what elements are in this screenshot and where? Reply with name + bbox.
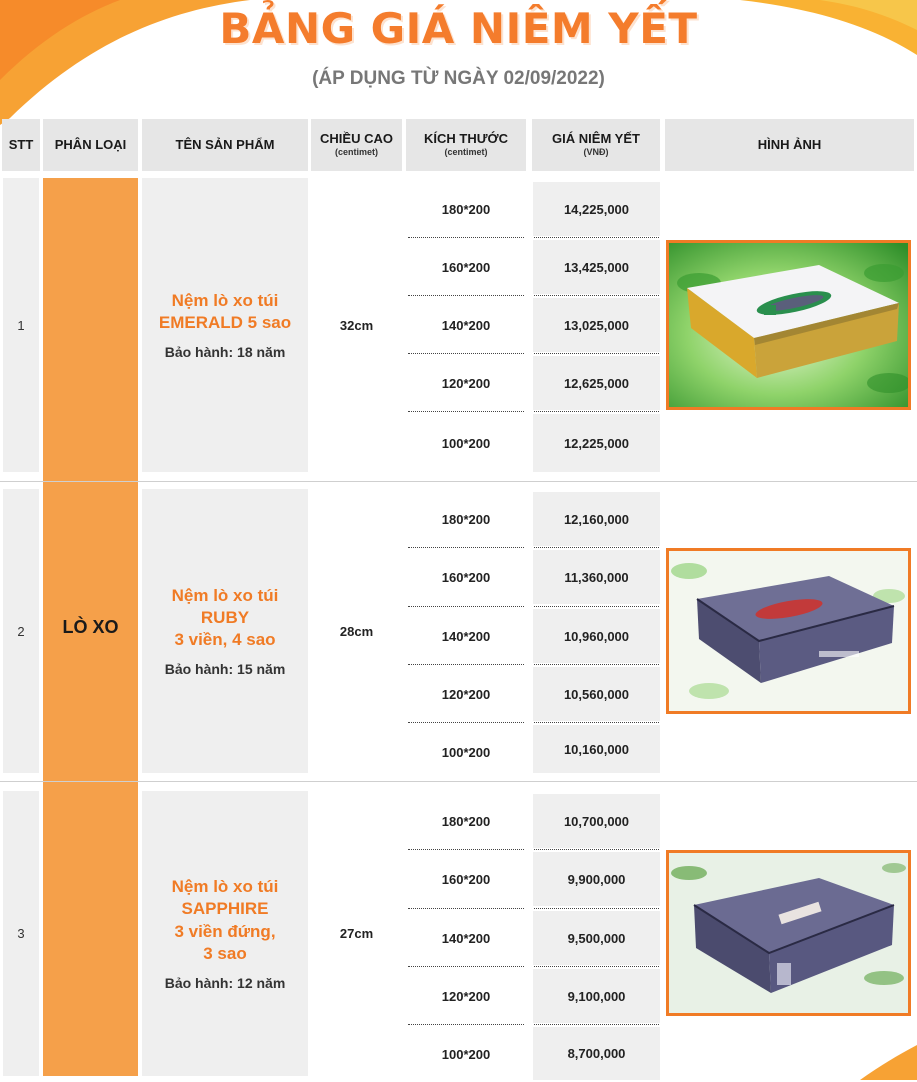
product-name-line: Nệm lò xo túi <box>171 585 279 605</box>
mattress-image-ruby <box>669 551 908 711</box>
price-value: 12,160,000 <box>563 511 630 527</box>
product-image-ruby <box>666 548 911 714</box>
size-cell <box>407 852 525 907</box>
size-value: 100*200 <box>441 435 491 451</box>
mattress-image-sapphire <box>669 853 908 1013</box>
header-category <box>43 119 138 171</box>
header-price-label: GIÁ NIÊM YẾT <box>552 131 640 147</box>
size-divider <box>408 353 524 354</box>
size-cell <box>407 1027 525 1082</box>
size-value: 140*200 <box>441 318 491 333</box>
header-product <box>142 119 308 171</box>
price-cell <box>533 609 660 663</box>
size-cell <box>407 298 525 353</box>
header-size <box>406 119 526 171</box>
price-value: 10,700,000 <box>563 813 630 829</box>
price-value: 10,160,000 <box>563 741 630 757</box>
product-name-line: 3 viền, 4 sao <box>174 630 276 650</box>
size-value: 100*200 <box>441 745 491 760</box>
price-value: 9,900,000 <box>567 871 626 887</box>
stt-value: 1 <box>17 317 25 333</box>
price-divider <box>534 849 659 850</box>
price-cell <box>533 667 660 721</box>
price-divider <box>534 664 659 665</box>
page-title: BẢNG GIÁ NIÊM YẾT <box>219 4 698 53</box>
height-value: 28cm <box>339 623 374 639</box>
price-cell <box>533 852 660 906</box>
price-cell <box>533 1027 660 1080</box>
price-value: 10,960,000 <box>563 628 630 644</box>
price-divider <box>534 237 659 238</box>
size-value: 160*200 <box>441 872 491 887</box>
height-value: 32cm <box>339 317 374 333</box>
price-value: 12,225,000 <box>563 435 630 451</box>
size-value: 120*200 <box>441 376 491 391</box>
header-stt-label: STT <box>8 136 34 152</box>
price-divider <box>534 908 659 909</box>
product-image-sapphire <box>666 850 911 1016</box>
size-divider <box>408 411 524 412</box>
product-name-line: EMERALD 5 sao <box>158 313 292 332</box>
price-divider <box>534 606 659 607</box>
size-divider <box>408 722 524 723</box>
height-cell-3 <box>311 791 402 1076</box>
price-divider <box>534 547 659 548</box>
size-divider <box>408 908 524 909</box>
category-cell <box>43 178 138 1076</box>
height-cell-1 <box>311 178 402 472</box>
height-cell-2 <box>311 489 402 773</box>
size-cell <box>407 414 525 472</box>
size-value: 140*200 <box>441 931 491 946</box>
stt-value: 3 <box>17 926 25 941</box>
size-cell <box>407 182 525 237</box>
header-image <box>665 119 914 171</box>
size-cell <box>407 667 525 722</box>
category-label: LÒ XO <box>62 616 119 637</box>
header-size-unit: (centimet) <box>444 147 488 158</box>
price-value: 11,360,000 <box>564 569 629 585</box>
header-height <box>311 119 402 171</box>
size-value: 180*200 <box>441 202 491 217</box>
size-cell <box>407 609 525 664</box>
price-cell <box>533 182 660 236</box>
stt-cell-1 <box>3 178 39 472</box>
size-value: 120*200 <box>441 687 491 702</box>
product-name-line: 3 sao <box>203 943 247 963</box>
size-cell <box>407 240 525 295</box>
size-divider <box>408 237 524 238</box>
warranty-text: Bảo hành: 12 năm <box>164 974 286 991</box>
size-value: 180*200 <box>441 814 491 829</box>
stt-cell-3 <box>3 791 39 1076</box>
size-divider <box>408 966 524 967</box>
size-divider <box>408 664 524 665</box>
size-value: 120*200 <box>441 989 491 1004</box>
price-value: 13,025,000 <box>563 317 630 333</box>
product-name-line: Nệm lò xo túi <box>171 290 279 310</box>
size-cell <box>407 356 525 411</box>
size-cell <box>407 492 525 547</box>
product-name-cell-1 <box>142 178 308 472</box>
price-cell <box>533 414 660 472</box>
size-cell <box>407 550 525 605</box>
price-value: 10,560,000 <box>563 686 630 702</box>
stt-cell-2 <box>3 489 39 773</box>
header-image-label: HÌNH ẢNH <box>757 136 822 152</box>
size-value: 160*200 <box>441 260 491 275</box>
product-name-cell-2 <box>142 489 308 773</box>
price-cell <box>533 356 660 410</box>
header-height-label: CHIỀU CAO <box>320 131 393 147</box>
warranty-text: Bảo hành: 18 năm <box>164 344 286 361</box>
stt-value: 2 <box>17 623 25 639</box>
product-name-line: RUBY <box>200 607 250 627</box>
height-value: 27cm <box>339 926 374 941</box>
bottom-right-swoosh <box>860 1045 917 1080</box>
price-cell <box>533 794 660 848</box>
price-divider <box>534 722 659 723</box>
size-value: 180*200 <box>441 512 491 527</box>
price-divider <box>534 295 659 296</box>
price-cell <box>533 911 660 965</box>
price-divider <box>534 411 659 412</box>
size-divider <box>408 295 524 296</box>
price-value: 9,100,000 <box>567 988 626 1004</box>
header-category-label: PHÂN LOẠI <box>54 136 127 152</box>
price-value: 8,700,000 <box>567 1046 626 1061</box>
header-price <box>532 119 660 171</box>
product-image-emerald <box>666 240 911 410</box>
size-cell <box>407 725 525 780</box>
price-cell <box>533 725 660 773</box>
product-name-line: Nệm lò xo túi <box>171 877 279 897</box>
price-cell <box>533 969 660 1023</box>
header-size-label: KÍCH THƯỚC <box>424 131 508 147</box>
price-divider <box>534 1024 659 1025</box>
size-value: 100*200 <box>441 1047 491 1062</box>
price-value: 12,625,000 <box>563 375 630 391</box>
warranty-text: Bảo hành: 15 năm <box>164 661 286 678</box>
price-cell <box>533 298 660 352</box>
product-name-cell-3 <box>142 791 308 1076</box>
price-value: 14,225,000 <box>563 201 630 217</box>
price-cell <box>533 240 660 294</box>
size-divider <box>408 606 524 607</box>
price-value: 13,425,000 <box>563 259 630 275</box>
header-product-label: TÊN SẢN PHẨM <box>175 136 275 152</box>
page-subtitle: (ÁP DỤNG TỪ NGÀY 02/09/2022) <box>312 68 605 89</box>
size-divider <box>408 849 524 850</box>
mattress-image-emerald <box>669 243 908 407</box>
price-divider <box>534 353 659 354</box>
price-cell <box>533 492 660 546</box>
size-divider <box>408 547 524 548</box>
row-separator <box>0 481 917 482</box>
product-name-line: 3 viền đứng, <box>174 921 276 941</box>
size-cell <box>407 911 525 966</box>
size-cell <box>407 969 525 1024</box>
size-value: 140*200 <box>441 629 491 644</box>
size-cell <box>407 794 525 849</box>
price-divider <box>534 966 659 967</box>
product-name-line: SAPPHIRE <box>181 899 269 919</box>
size-value: 160*200 <box>441 570 491 585</box>
header-height-unit: (centimet) <box>334 147 378 158</box>
header-price-unit: (VNĐ) <box>583 147 609 158</box>
size-divider <box>408 1024 524 1025</box>
price-cell <box>533 550 660 604</box>
price-value: 9,500,000 <box>567 930 626 946</box>
row-separator <box>0 781 917 782</box>
header-stt <box>2 119 40 171</box>
